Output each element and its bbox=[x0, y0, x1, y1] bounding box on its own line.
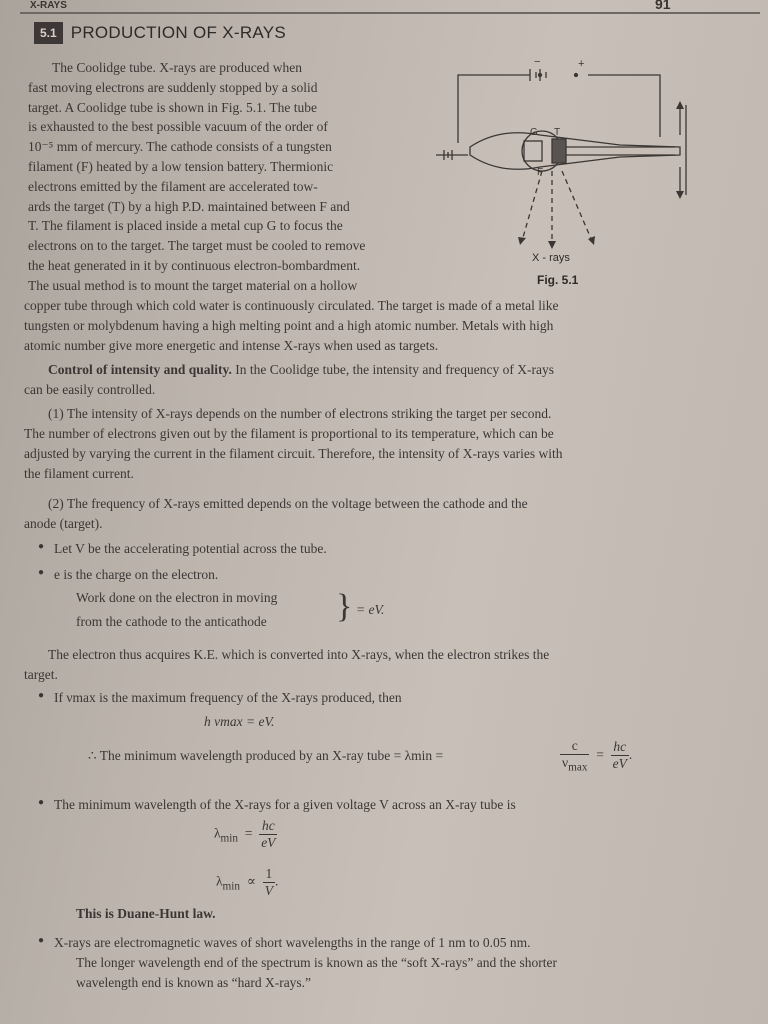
label-g: G bbox=[530, 127, 538, 138]
section-number: 5.1 bbox=[34, 22, 63, 44]
plus-label: + bbox=[578, 58, 585, 70]
work-line-2: from the cathode to the anticathode bbox=[76, 614, 267, 629]
text-line: copper tube through which cold water is continuously circulated. The target is made of a metal like bbox=[24, 298, 559, 313]
header-rule bbox=[20, 12, 760, 14]
intro-line: The usual method is to mount the target material on a hollow bbox=[28, 277, 358, 293]
text-line: atomic number give more energetic and intense X-rays when used as targets. bbox=[24, 338, 439, 353]
text-line: adjusted by varying the current in the filament circuit. Therefore, the intensity of X-rays varies with bbox=[24, 446, 563, 461]
bullet-voltage: ● The minimum wavelength of the X-rays for a given voltage V across an X-ray tube is bbox=[54, 797, 516, 813]
intro-line: ards the target (T) by a high P.D. maintained between F and bbox=[28, 198, 350, 214]
brace: } bbox=[336, 588, 353, 625]
text-line: wavelength end is known as “hard X-rays.” bbox=[76, 975, 312, 990]
ke-paragraph bbox=[24, 645, 704, 685]
label-t: T bbox=[554, 127, 561, 138]
intro-line: The Coolidge tube. X-rays are produced when bbox=[52, 60, 303, 75]
duane-hunt-law: This is Duane-Hunt law. bbox=[76, 906, 216, 921]
bullet-xray-range: ● X-rays are electromagnetic waves of short wavelengths in the range of 1 nm to 0.05 nm. bbox=[54, 935, 530, 951]
control-paragraph bbox=[24, 360, 704, 400]
text-line: can be easily controlled. bbox=[24, 382, 156, 397]
running-head: X-RAYS bbox=[30, 0, 67, 11]
bullet-max-frequency: ● If νmax is the maximum frequency of the X-rays produced, then bbox=[54, 690, 402, 706]
point-2 bbox=[24, 494, 704, 534]
min-wavelength-text: ∴ The minimum wavelength produced by an X-ray tube = λmin = bbox=[88, 748, 444, 763]
xrays-label: X - rays bbox=[532, 252, 570, 264]
equation-energy: h νmax = eV. bbox=[204, 714, 275, 729]
fraction-c-over-nu: $\frac{c}{\nu_{max}}$ = $\frac{hc}{eV}$ . bbox=[562, 738, 633, 774]
text-line: The electron thus acquires K.E. which is converted into X-rays, when the electron strikes the bbox=[48, 647, 550, 662]
text-line: (1) The intensity of X-rays depends on the number of electrons striking the target per second. bbox=[48, 406, 552, 421]
intro-paragraph bbox=[28, 58, 428, 296]
intro-line: 10⁻⁵ mm of mercury. The cathode consists of a tungsten bbox=[28, 139, 332, 155]
section-heading bbox=[34, 22, 286, 44]
minus-label: − bbox=[534, 56, 541, 68]
point-1 bbox=[24, 404, 704, 484]
text-line: the filament current. bbox=[24, 466, 134, 481]
intro-line: fast moving electrons are suddenly stopped by a solid bbox=[28, 79, 318, 95]
intro-line: filament (F) heated by a low tension battery. Thermionic bbox=[28, 158, 334, 174]
work-equation: = eV. bbox=[356, 602, 385, 617]
page-number: 91 bbox=[655, 0, 671, 12]
text-line: tungsten or molybdenum having a high melting point and a high atomic number. Metals with high bbox=[24, 318, 554, 333]
intro-line: the heat generated in it by continuous electron-bombardment. bbox=[28, 257, 361, 273]
text-line: The longer wavelength end of the spectrum is known as the “soft X-rays” and the shorter bbox=[76, 955, 557, 970]
equation-proportional: $\lambda_{min}$ ∝ $\frac{1}{V}$ . bbox=[216, 866, 279, 898]
work-line-1: Work done on the electron in moving bbox=[76, 590, 278, 605]
text-line: target. bbox=[24, 667, 58, 682]
intro-line: electrons emitted by the filament are accelerated tow- bbox=[28, 178, 318, 194]
label-f: F bbox=[537, 167, 544, 178]
bullet-charge: ● e is the charge on the electron. bbox=[54, 567, 218, 583]
intro-line: T. The filament is placed inside a metal cup G to focus the bbox=[28, 218, 343, 234]
intro-line: electrons on to the target. The target must be cooled to remove bbox=[28, 238, 366, 254]
section-title: PRODUCTION OF X-RAYS bbox=[70, 23, 287, 42]
text-line: In the Coolidge tube, the intensity and frequency of X-rays bbox=[231, 362, 554, 377]
intro-line: target. A Coolidge tube is shown in Fig. 5.1. The tube bbox=[28, 99, 317, 115]
text-line: anode (target). bbox=[24, 516, 103, 531]
text-line: The number of electrons given out by the filament is proportional to its temperature, which can be bbox=[24, 426, 554, 441]
intro-continuation bbox=[24, 296, 704, 356]
figure-caption: Fig. 5.1 bbox=[537, 273, 579, 287]
text-line: (2) The frequency of X-rays emitted depends on the voltage between the cathode and the bbox=[48, 496, 528, 511]
bullet-potential: ● Let V be the accelerating potential across the tube. bbox=[54, 541, 327, 557]
control-heading: Control of intensity and quality. bbox=[48, 362, 232, 377]
intro-line: is exhausted to the best possible vacuum of the order of bbox=[28, 119, 328, 135]
coolidge-tube-figure bbox=[430, 55, 700, 255]
equation-lambda-min: $\lambda_{min}$ = $\frac{hc}{eV}$ bbox=[214, 818, 276, 850]
